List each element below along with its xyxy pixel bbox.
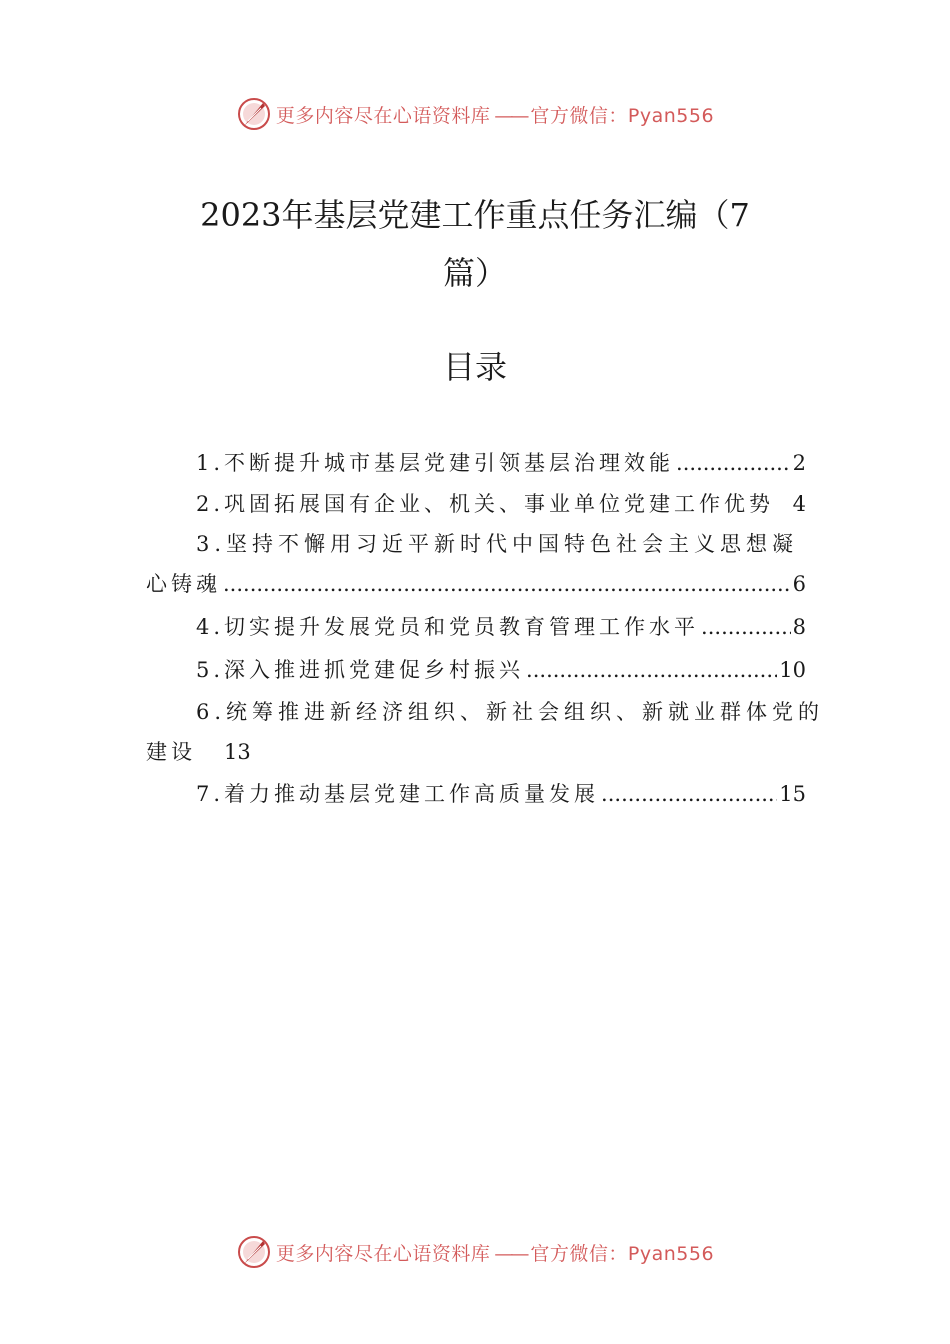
toc-entry-3-continued[interactable] bbox=[146, 569, 806, 599]
toc-entry-2[interactable] bbox=[196, 489, 806, 519]
banner-dash: —— bbox=[494, 1242, 527, 1265]
banner-wechat-text: 官方微信：Pyan556 bbox=[530, 104, 715, 127]
banner-wechat-text: 官方微信：Pyan556 bbox=[530, 1242, 715, 1265]
toc-page-number: 15 bbox=[779, 782, 806, 806]
title-line-2: 篇） bbox=[442, 254, 507, 292]
toc-entry-5[interactable] bbox=[196, 655, 806, 685]
toc-entry-text: 3.坚持不懈用习近平新时代中国特色社会主义思想凝 bbox=[196, 532, 799, 556]
quill-logo-icon bbox=[236, 1234, 272, 1270]
toc-page-number: 10 bbox=[779, 658, 806, 682]
toc-leader-dots bbox=[701, 612, 791, 642]
toc-entry-text: 5.深入推进抓党建促乡村振兴 bbox=[196, 658, 525, 682]
toc-entry-text: 1.不断提升城市基层党建引领基层治理效能 bbox=[196, 451, 675, 475]
toc-entry-continuation: 建设 bbox=[146, 740, 196, 764]
toc-entry-7[interactable] bbox=[196, 779, 806, 809]
toc-entry-text: 2.巩固拓展国有企业、机关、事业单位党建工作优势 bbox=[196, 492, 775, 516]
toc-entry-text: 7.着力推动基层党建工作高质量发展 bbox=[196, 782, 600, 806]
toc-leader-dots bbox=[526, 655, 777, 685]
footer-banner bbox=[0, 1232, 950, 1272]
toc-leader-dots bbox=[601, 779, 777, 809]
toc-entry-1[interactable] bbox=[196, 448, 806, 478]
toc-entry-4[interactable] bbox=[196, 612, 806, 642]
toc-page-number: 4 bbox=[792, 492, 806, 516]
toc-entry-6-continued[interactable] bbox=[146, 737, 251, 767]
toc-leader-dots bbox=[223, 569, 791, 599]
banner-library-text: 更多内容尽在心语资料库 bbox=[275, 104, 491, 127]
toc-heading: 目录 bbox=[442, 348, 507, 386]
toc-entry-6[interactable] bbox=[196, 697, 825, 727]
toc-entry-3[interactable] bbox=[196, 529, 806, 559]
title-line-1: 2023年基层党建工作重点任务汇编（7 bbox=[200, 196, 750, 234]
toc-page-number: 6 bbox=[792, 572, 806, 596]
toc-page-number: 2 bbox=[792, 451, 806, 475]
toc-page-number: 13 bbox=[224, 740, 251, 764]
banner-library-text: 更多内容尽在心语资料库 bbox=[275, 1242, 491, 1265]
toc-entry-text: 4.切实提升发展党员和党员教育管理工作水平 bbox=[196, 615, 700, 639]
banner-text bbox=[276, 1239, 714, 1266]
toc-leader-dots bbox=[676, 448, 791, 478]
toc-page-number: 8 bbox=[792, 615, 806, 639]
banner-dash: —— bbox=[494, 104, 527, 127]
toc-entry-continuation: 心铸魂 bbox=[146, 572, 221, 596]
toc-entry-text: 6.统筹推进新经济组织、新社会组织、新就业群体党的 bbox=[196, 700, 825, 724]
